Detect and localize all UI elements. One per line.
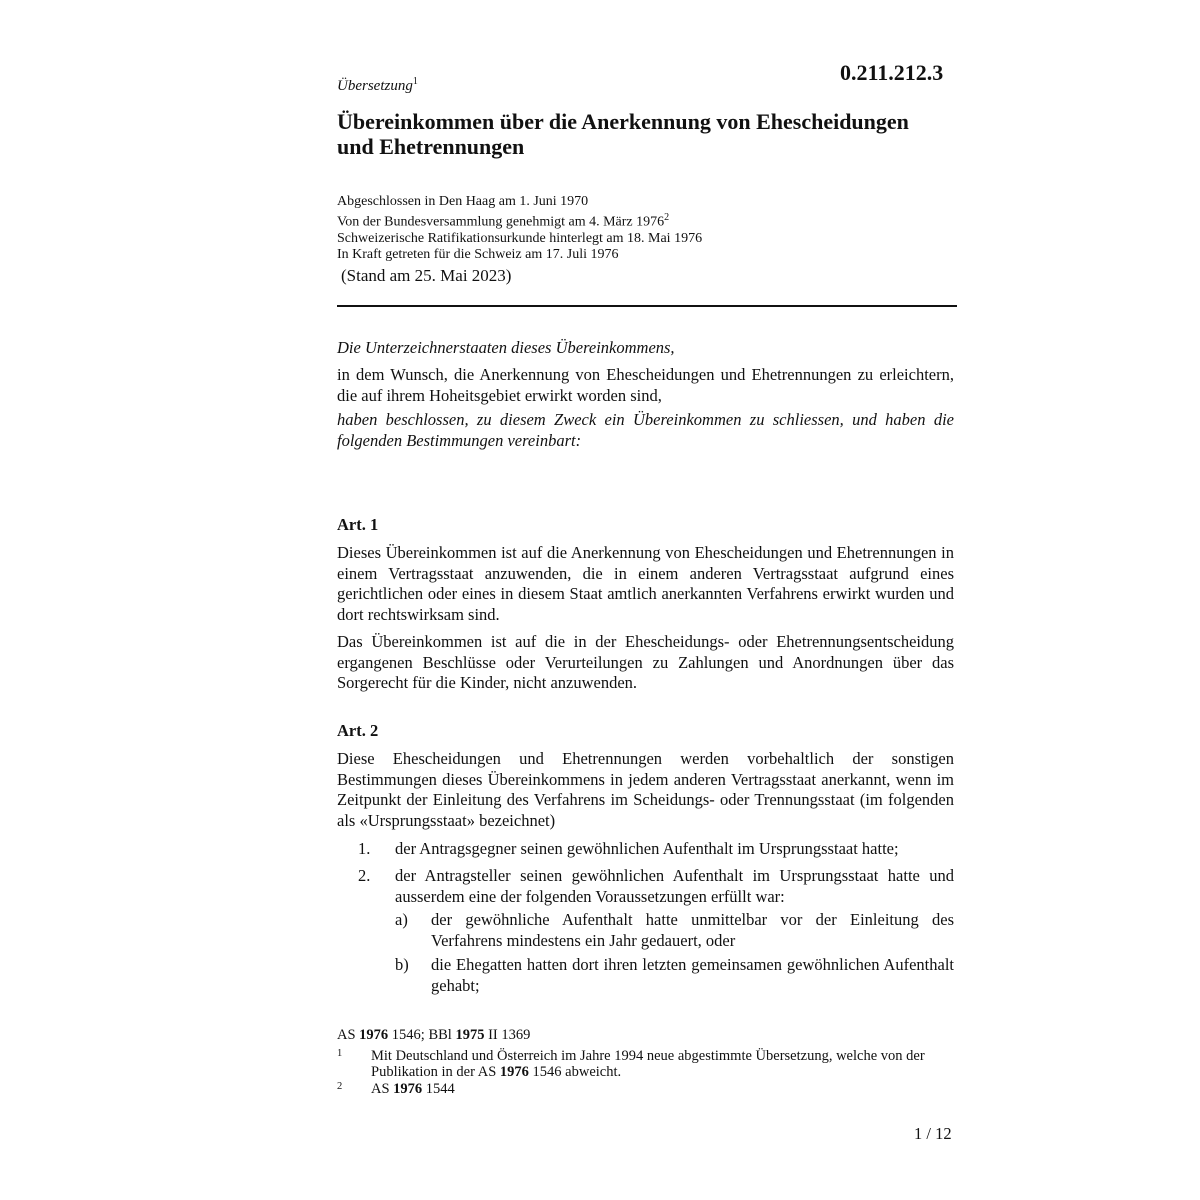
sub-item-text: der gewöhnliche Aufenthalt hatte unmittelbar vor der Einleitung des Verfahrens mindestens ein Jahr gedauert, oder: [431, 910, 954, 950]
preamble-wish: in dem Wunsch, die Anerkennung von Ehescheidungen und Ehetrennungen zu erleichtern, die auf ihrem Hoheitsgebiet erwirkt worden sind,: [337, 365, 954, 405]
translation-text: Übersetzung: [337, 78, 413, 94]
article-1-para-1: Dieses Übereinkommen ist auf die Anerkennung von Ehescheidungen und Ehetrennungen in einem Vertragsstaat anzuwenden, die in einem anderen Vertragsstaat aufgrund eines gerichtlichen oder eines in diesem Staat amtlich anerkannten Verfahrens erwirkt wurden und dort rechtswirksam sind.: [337, 543, 954, 624]
ratified-line: Schweizerische Ratifikationsurkunde hinterlegt am 18. Mai 1976: [337, 230, 703, 246]
in-force-line: In Kraft getreten für die Schweiz am 17. Juli 1976: [337, 246, 619, 262]
footnote-ref-2[interactable]: 2: [664, 212, 670, 223]
footnote-1-text: Mit Deutschland und Österreich im Jahre 1994 neue abgestimmte Übersetzung, welche von der Publikation in der AS 1976 1546 abweicht.: [371, 1048, 925, 1080]
sub-item-letter: a): [395, 910, 408, 929]
preamble-signatories: Die Unterzeichnerstaaten dieses Übereinkommens,: [337, 338, 675, 357]
document-title: Übereinkommen über die Anerkennung von Ehescheidungen und Ehetrennungen: [337, 109, 909, 159]
list-item-number: 2.: [358, 866, 371, 885]
header-divider: [337, 305, 957, 307]
translation-label: [337, 76, 418, 95]
metadata-block: [337, 194, 702, 263]
page-number: 1 / 12: [914, 1124, 952, 1143]
list-item-text: der Antragsgegner seinen gewöhnlichen Aufenthalt im Ursprungsstaat hatte;: [395, 839, 899, 858]
approved-line: [337, 210, 702, 231]
list-item-number: 1.: [358, 839, 371, 858]
sub-item-letter: b): [395, 955, 409, 974]
article-1-para-2: Das Übereinkommen ist auf die in der Ehescheidungs- oder Ehetrennungsentscheidung ergangenen Beschlüsse oder Verurteilungen zu Zahlungen und Anordnungen über das Sorgerecht für die Kinder, nicht anzuwenden.: [337, 632, 954, 692]
footnote-1-marker: 1: [337, 1048, 343, 1059]
article-1-heading: Art. 1: [337, 515, 379, 534]
sub-item-text: die Ehegatten hatten dort ihren letzten gemeinsamen gewöhnlichen Aufenthalt gehabt;: [431, 955, 954, 995]
approved-text: Von der Bundesversammlung genehmigt am 4. März 1976: [337, 214, 665, 230]
sr-number: 0.211.212.3: [840, 60, 944, 85]
footnote-ref-1[interactable]: 1: [412, 76, 418, 87]
concluded-line: Abgeschlossen in Den Haag am 1. Juni 1970: [337, 194, 589, 209]
article-2-heading: Art. 2: [337, 721, 379, 740]
footnote-2-marker: 2: [337, 1081, 343, 1092]
footnote-2-text: AS 1976 1544: [371, 1081, 455, 1097]
status-date: (Stand am 25. Mai 2023): [341, 266, 512, 285]
preamble-resolved: haben beschlossen, zu diesem Zweck ein Übereinkommen zu schliessen, und haben die folgenden Bestimmungen vereinbart:: [337, 410, 954, 450]
source-reference: AS 1976 1546; BBl 1975 II 1369: [337, 1027, 531, 1043]
list-item-text: der Antragsteller seinen gewöhnlichen Aufenthalt im Ursprungsstaat hatte und ausserdem eine der folgenden Voraussetzungen erfüllt war:: [395, 866, 954, 906]
article-2-intro: Diese Ehescheidungen und Ehetrennungen werden vorbehaltlich der sonstigen Bestimmungen dieses Übereinkommens in jedem anderen Vertragsstaat anerkannt, wenn im Zeitpunkt der Einleitung des Verfahrens im Scheidungs- oder Trennungsstaat (im folgenden als «Ursprungsstaat» bezeichnet): [337, 749, 954, 830]
